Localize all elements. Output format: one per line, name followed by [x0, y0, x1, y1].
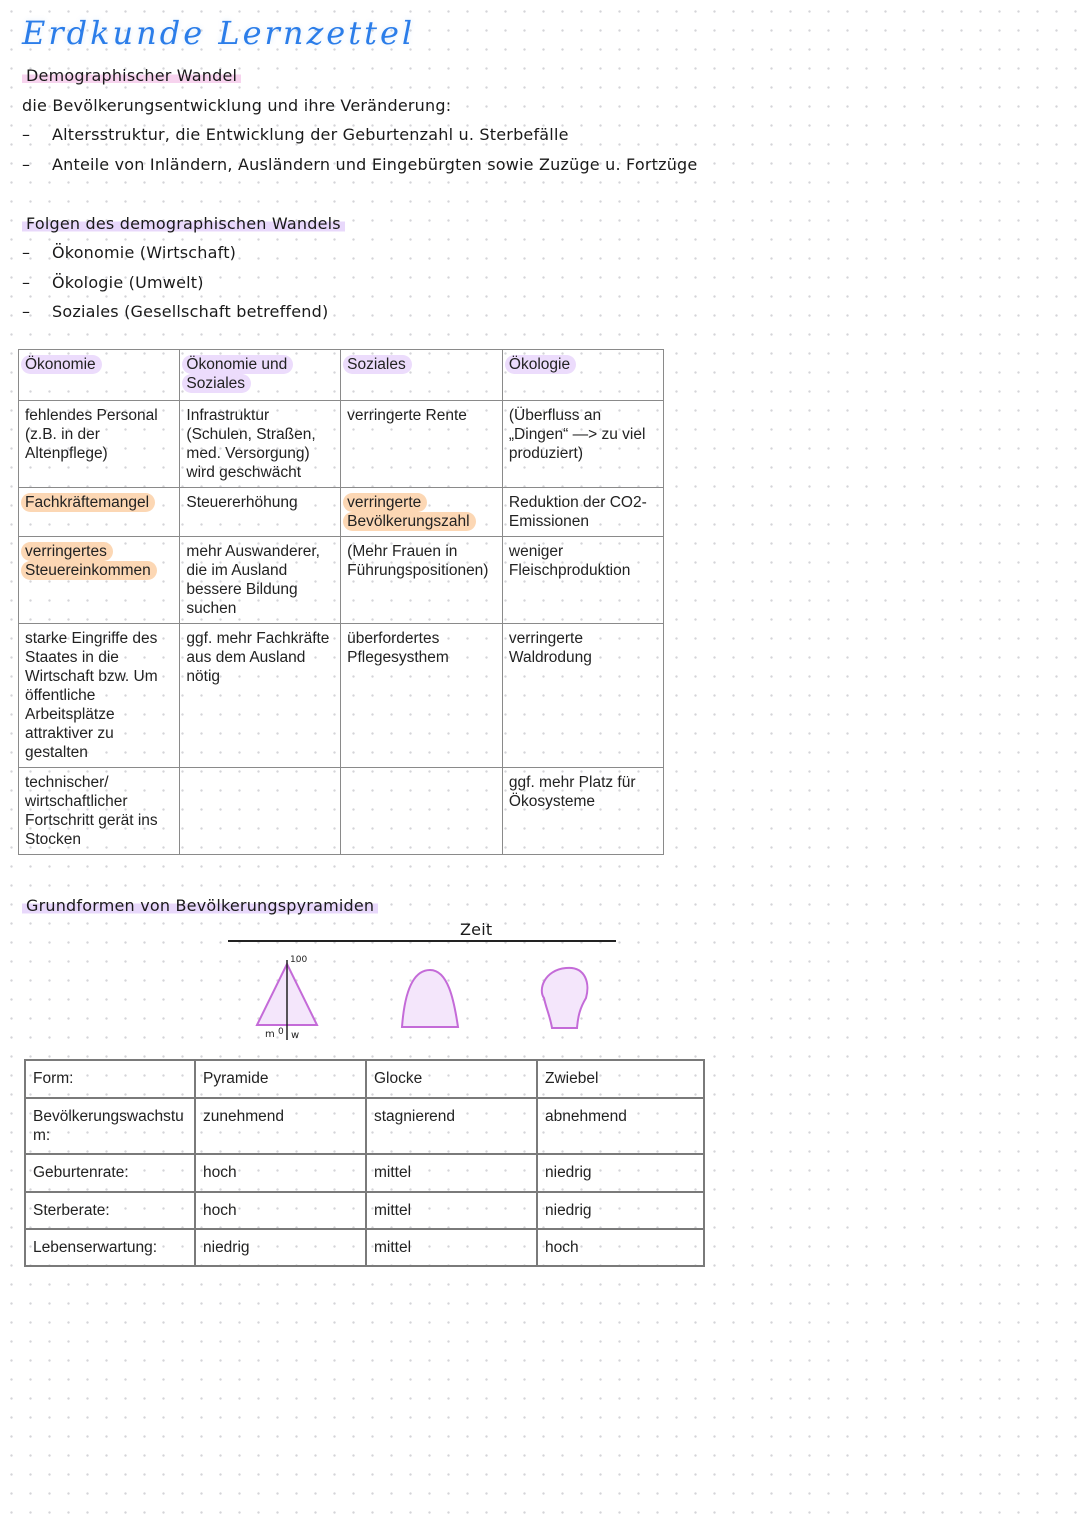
- table-row: [25, 1060, 704, 1098]
- table-cell: Form:: [25, 1060, 195, 1098]
- table-cell: Zwiebel: [537, 1060, 704, 1098]
- header-label: Soziales: [343, 355, 412, 374]
- table-cell: ggf. mehr Fachkräfte aus dem Ausland nötig: [180, 624, 341, 768]
- table-cell: Glocke: [366, 1060, 537, 1098]
- table-cell: Sterberate:: [25, 1192, 195, 1229]
- section-heading-demographic-change: [22, 66, 241, 85]
- table-cell: verringerte Waldrodung: [502, 624, 663, 768]
- table-row: [25, 1098, 704, 1154]
- table-row: [25, 1192, 704, 1229]
- bullet-item: – Anteile von Inländern, Ausländern und Eingebürgten sowie Zuzüge u. Fortzüge: [22, 155, 698, 174]
- bullet-text: Soziales (Gesellschaft betreffend): [52, 302, 329, 321]
- table-cell: Pyramide: [195, 1060, 366, 1098]
- table-cell: stagnierend: [366, 1098, 537, 1154]
- highlighted-text: verringertes Steuereinkommen: [21, 542, 157, 580]
- heading-text: Grundformen von Bevölkerungspyramiden: [22, 896, 378, 915]
- table-cell: [19, 537, 180, 624]
- table-cell: überfordertes Pflegesysthem: [341, 624, 503, 768]
- table-header-cell: [180, 350, 341, 401]
- table-cell: weniger Fleischproduktion: [502, 537, 663, 624]
- table-cell: abnehmend: [537, 1098, 704, 1154]
- table-header-cell: [341, 350, 503, 401]
- bullet-text: Ökonomie (Wirtschaft): [52, 243, 237, 262]
- pyramid-forms-table: [24, 1059, 705, 1267]
- axis-label-m: m: [265, 1029, 275, 1040]
- table-cell: mehr Auswanderer, die im Ausland bessere Bildung suchen: [180, 537, 341, 624]
- table-header-cell: [19, 350, 180, 401]
- section-heading-consequences: [22, 214, 345, 233]
- table-cell: mittel: [366, 1154, 537, 1192]
- table-cell: Bevölkerungswachstum:: [25, 1098, 195, 1154]
- table-row: [19, 624, 664, 768]
- bullet-text: Anteile von Inländern, Ausländern und Eingebürgten sowie Zuzüge u. Fortzüge: [52, 155, 698, 174]
- axis-label-100: 100: [290, 955, 308, 965]
- table-cell: Steuererhöhung: [180, 488, 341, 537]
- table-row: [19, 488, 664, 537]
- table-cell: Geburtenrate:: [25, 1154, 195, 1192]
- header-label: Ökonomie: [21, 355, 102, 374]
- header-label: Ökologie: [505, 355, 576, 374]
- pyramid-shapes-diagram: [240, 950, 620, 1050]
- table-cell: Lebenserwartung:: [25, 1229, 195, 1266]
- table-cell: fehlendes Personal (z.B. in der Altenpflege): [19, 401, 180, 488]
- table-cell: [341, 488, 503, 537]
- table-cell: [341, 768, 503, 855]
- intro-text: die Bevölkerungsentwicklung und ihre Veränderung:: [22, 96, 452, 115]
- table-cell: [180, 768, 341, 855]
- heading-text: Demographischer Wandel: [22, 66, 241, 85]
- table-cell: hoch: [195, 1192, 366, 1229]
- bullet-text: Altersstruktur, die Entwicklung der Geburtenzahl u. Sterbefälle: [52, 125, 569, 144]
- highlighted-text: Fachkräftemangel: [21, 493, 155, 512]
- table-cell: (Mehr Frauen in Führungspositionen): [341, 537, 503, 624]
- axis-label-0: 0: [278, 1027, 284, 1037]
- header-label: Ökonomie und Soziales: [182, 355, 293, 393]
- axis-label-w: w: [291, 1030, 300, 1041]
- effects-table: [18, 349, 664, 855]
- heading-text: Folgen des demographischen Wandels: [22, 214, 345, 233]
- bullet-item: – Altersstruktur, die Entwicklung der Geburtenzahl u. Sterbefälle: [22, 125, 569, 144]
- onion-shape-icon: [542, 968, 588, 1028]
- pyramid-shape-icon: [257, 955, 317, 1041]
- page-title: Erdkunde Lernzettel: [22, 14, 416, 52]
- table-cell: technischer/ wirtschaftlicher Fortschritt gerät ins Stocken: [19, 768, 180, 855]
- table-cell: niedrig: [537, 1154, 704, 1192]
- table-row: [19, 768, 664, 855]
- table-row: [19, 537, 664, 624]
- table-cell: niedrig: [537, 1192, 704, 1229]
- table-cell: Infrastruktur (Schulen, Straßen, med. Versorgung) wird geschwächt: [180, 401, 341, 488]
- table-cell: mittel: [366, 1192, 537, 1229]
- table-cell: [19, 488, 180, 537]
- table-cell: starke Eingriffe des Staates in die Wirtschaft bzw. Um öffentliche Arbeitsplätze attraktiver zu gestalten: [19, 624, 180, 768]
- table-cell: verringerte Rente: [341, 401, 503, 488]
- table-cell: hoch: [195, 1154, 366, 1192]
- bullet-item: – Soziales (Gesellschaft betreffend): [22, 302, 329, 321]
- table-header-row: [19, 350, 664, 401]
- table-cell: zunehmend: [195, 1098, 366, 1154]
- highlighted-text: verringerte Bevölkerungszahl: [343, 493, 475, 531]
- table-cell: (Überfluss an „Dingen“ —> zu viel produziert): [502, 401, 663, 488]
- bullet-item: – Ökonomie (Wirtschaft): [22, 243, 237, 262]
- timeline-label: Zeit: [460, 920, 493, 939]
- table-cell: hoch: [537, 1229, 704, 1266]
- bullet-text: Ökologie (Umwelt): [52, 273, 204, 292]
- table-cell: niedrig: [195, 1229, 366, 1266]
- bullet-item: – Ökologie (Umwelt): [22, 273, 204, 292]
- timeline-arrow-line: [228, 940, 616, 942]
- section-heading-pyramid-forms: [22, 896, 378, 915]
- table-header-cell: [502, 350, 663, 401]
- table-cell: ggf. mehr Platz für Ökosysteme: [502, 768, 663, 855]
- table-cell: mittel: [366, 1229, 537, 1266]
- table-row: [25, 1229, 704, 1266]
- table-row: [19, 401, 664, 488]
- table-row: [25, 1154, 704, 1192]
- bell-shape-icon: [402, 970, 458, 1027]
- table-cell: Reduktion der CO2-Emissionen: [502, 488, 663, 537]
